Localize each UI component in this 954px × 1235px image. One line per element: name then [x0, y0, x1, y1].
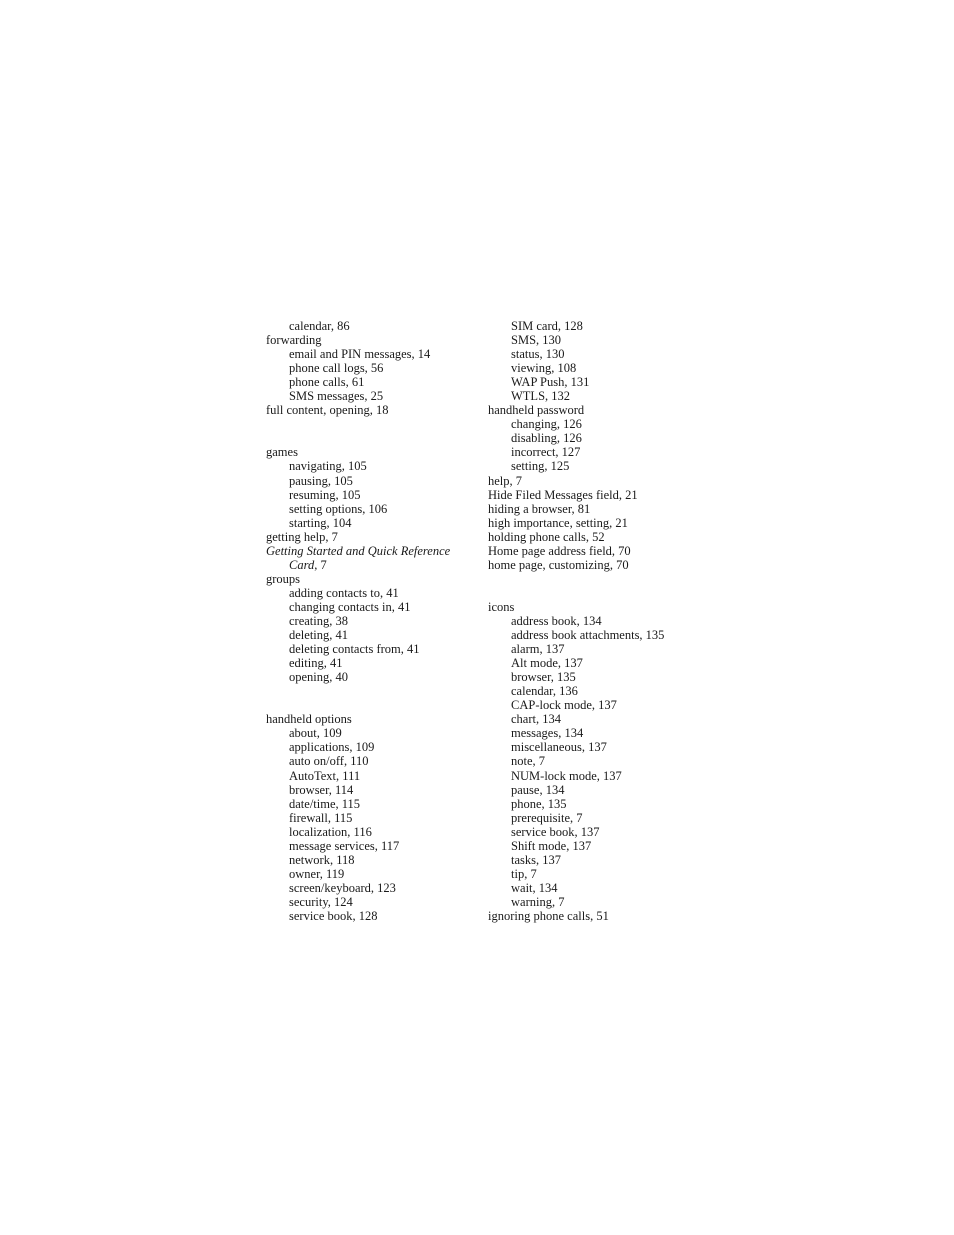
index-subentry: message services, 117: [289, 838, 400, 853]
index-subentry: firewall, 115: [289, 810, 353, 825]
index-subentry: phone call logs, 56: [289, 361, 384, 376]
index-entry: [266, 544, 476, 558]
index-subentry: screen/keyboard, 123: [289, 880, 396, 895]
index-entry: help, 7: [488, 473, 523, 488]
index-subentry: opening, 40: [289, 670, 349, 685]
index-subentry: calendar, 86: [289, 319, 350, 333]
index-subentry: phone calls, 61: [289, 375, 365, 390]
index-subentry: navigating, 105: [289, 459, 367, 474]
index-subentry: NUM-lock mode, 137: [511, 768, 622, 783]
index-subentry: tasks, 137: [511, 852, 561, 867]
index-subentry: security, 124: [289, 894, 353, 909]
index-subentry: changing, 126: [511, 417, 582, 432]
index-subentry: changing contacts in, 41: [289, 599, 411, 614]
index-entry: hiding a browser, 81: [488, 501, 591, 516]
index-subentry: phone, 135: [511, 796, 567, 811]
index-gap: [488, 572, 708, 586]
index-entry: ignoring phone calls, 51: [488, 908, 609, 923]
index-subentry: pausing, 105: [289, 473, 353, 488]
index-entry-title: Card: [289, 557, 315, 572]
index-subentry: AutoText, 111: [289, 768, 361, 783]
index-gap: [266, 417, 476, 431]
index-subentry: WAP Push, 131: [511, 375, 590, 390]
index-subentry: starting, 104: [289, 515, 352, 530]
index-entry: getting help, 7: [266, 529, 338, 544]
index-entry: groups: [266, 571, 301, 586]
index-entry: icons: [488, 599, 515, 614]
index-entry: Hide Filed Messages field, 21: [488, 487, 638, 502]
index-subentry: disabling, 126: [511, 431, 582, 446]
index-subentry: localization, 116: [289, 824, 372, 839]
index-subentry: adding contacts to, 41: [289, 585, 399, 600]
index-entry: games: [266, 445, 298, 460]
index-subentry: viewing, 108: [511, 361, 577, 376]
index-subentry: wait, 134: [511, 880, 558, 895]
index-subentry: warning, 7: [511, 894, 565, 909]
index-subentry: resuming, 105: [289, 487, 361, 502]
index-entry: high importance, setting, 21: [488, 515, 628, 530]
index-entry: full content, opening, 18: [266, 403, 389, 418]
index-subentry: editing, 41: [289, 656, 343, 671]
index-entry-page: , 7: [314, 557, 327, 572]
index-entry: home page, customizing, 70: [488, 557, 629, 572]
index-subentry: address book attachments, 135: [511, 628, 665, 643]
index-gap: [266, 431, 476, 445]
index-subentry: deleting contacts from, 41: [289, 642, 420, 657]
index-subentry: setting options, 106: [289, 501, 388, 516]
index-subentry: prerequisite, 7: [511, 810, 583, 825]
index-subentry: auto on/off, 110: [289, 754, 369, 769]
index-subentry: SMS messages, 25: [289, 389, 384, 404]
index-column-right: [488, 319, 708, 923]
index-subentry: status, 130: [511, 347, 565, 362]
index-subentry: CAP-lock mode, 137: [511, 698, 617, 713]
index-entry: handheld options: [266, 712, 352, 727]
index-subentry: creating, 38: [289, 613, 349, 628]
index-subentry: [266, 558, 476, 572]
index-gap: [488, 586, 708, 600]
index-subentry: SMS, 130: [511, 333, 562, 348]
index-subentry: tip, 7: [511, 866, 537, 881]
index-subentry: about, 109: [289, 726, 342, 741]
index-subentry: calendar, 136: [511, 684, 578, 699]
index-subentry: chart, 134: [511, 712, 561, 727]
index-subentry: messages, 134: [511, 726, 584, 741]
index-subentry: date/time, 115: [289, 796, 361, 811]
index-entry-title: Getting Started and Quick Reference: [266, 543, 451, 558]
index-subentry: address book, 134: [511, 613, 602, 628]
index-subentry: email and PIN messages, 14: [289, 347, 431, 362]
index-subentry: note, 7: [511, 754, 546, 769]
index-subentry: Shift mode, 137: [511, 838, 592, 853]
index-subentry: network, 118: [289, 852, 355, 867]
index-entry: handheld password: [488, 403, 585, 418]
index-subentry: owner, 119: [289, 866, 345, 881]
index-subentry: deleting, 41: [289, 628, 349, 643]
index-subentry: applications, 109: [289, 740, 375, 755]
index-subentry: miscellaneous, 137: [511, 740, 607, 755]
index-column-left: [266, 319, 476, 923]
index-entry: Home page address field, 70: [488, 543, 631, 558]
index-subentry: browser, 114: [289, 782, 354, 797]
index-subentry: alarm, 137: [511, 642, 565, 657]
index-subentry: pause, 134: [511, 782, 565, 797]
index-subentry: SIM card, 128: [511, 319, 583, 333]
index-subentry: Alt mode, 137: [511, 656, 583, 671]
index-entry: forwarding: [266, 333, 322, 348]
index-gap: [266, 698, 476, 712]
index-subentry: browser, 135: [511, 670, 576, 685]
index-subentry: setting, 125: [511, 459, 570, 474]
index-gap: [266, 684, 476, 698]
index-entry: holding phone calls, 52: [488, 529, 605, 544]
index-subentry: WTLS, 132: [511, 389, 571, 404]
index-subentry: incorrect, 127: [511, 445, 581, 460]
index-subentry: service book, 128: [289, 908, 378, 923]
index-subentry: service book, 137: [511, 824, 600, 839]
